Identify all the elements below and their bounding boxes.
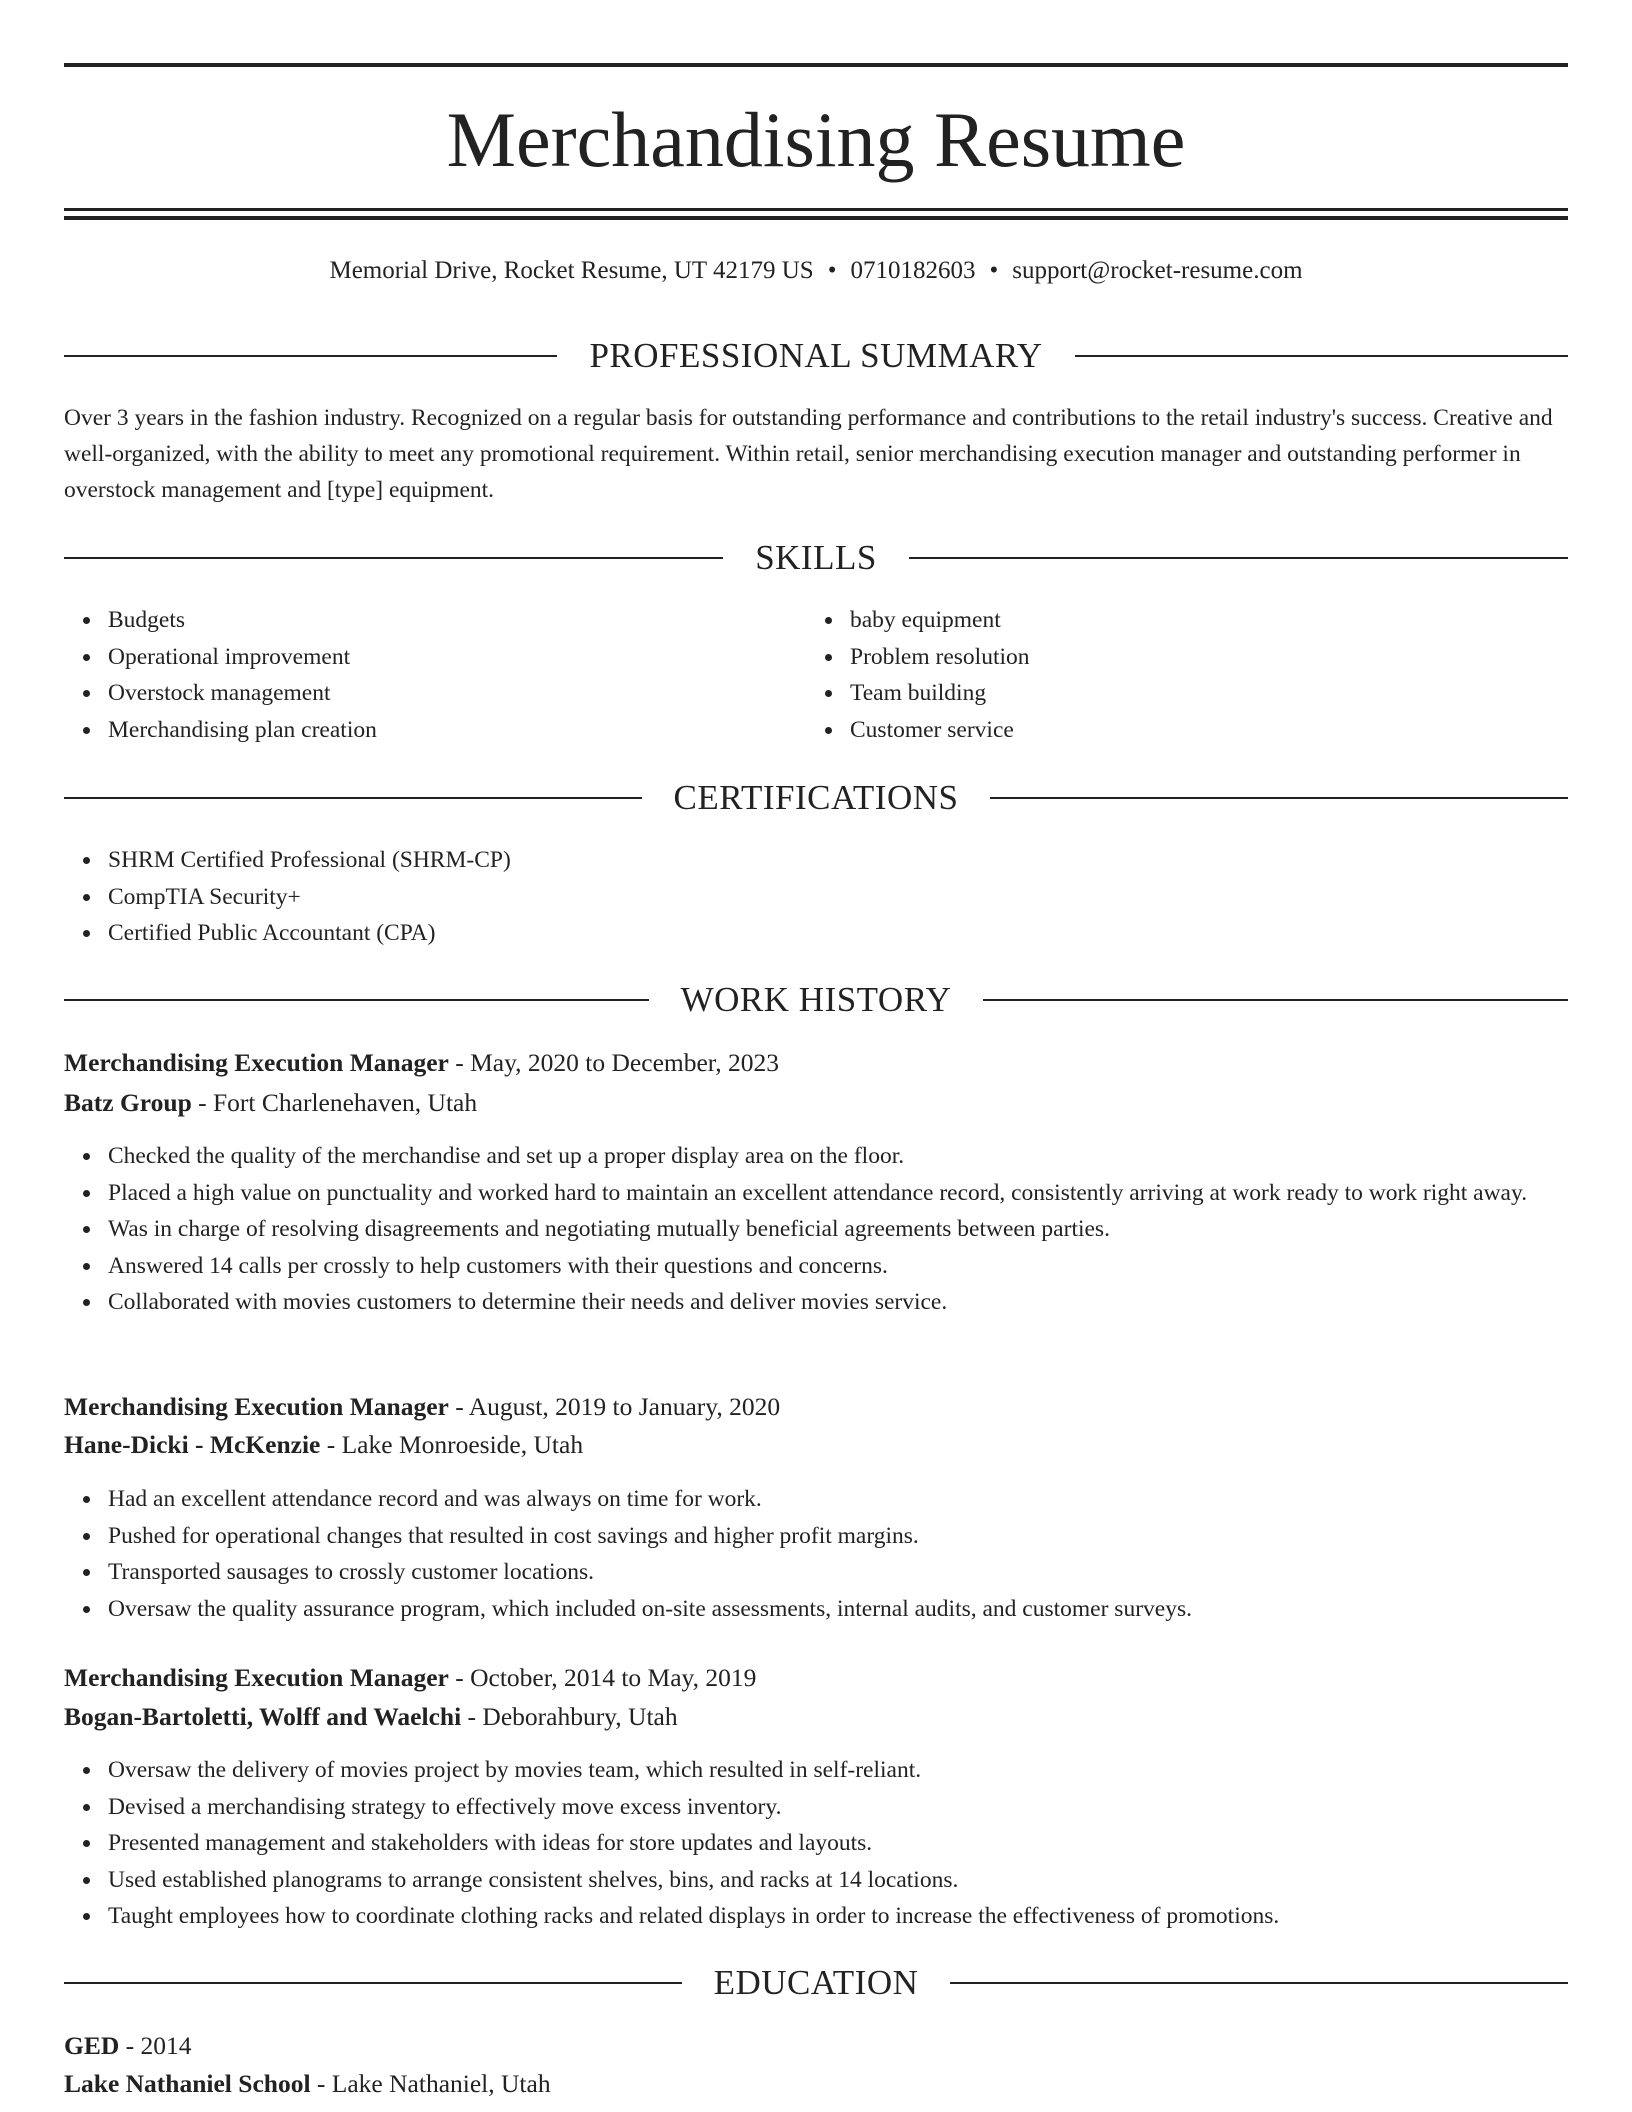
education-degree-line xyxy=(64,2028,1568,2064)
section-title: PROFESSIONAL SUMMARY xyxy=(589,336,1043,375)
list-item: Operational improvement xyxy=(108,639,808,676)
job-bullets xyxy=(64,1138,1568,1321)
heading-rule xyxy=(909,557,1568,559)
list-item: Problem resolution xyxy=(850,639,1550,676)
job-dates: - May, 2020 to December, 2023 xyxy=(455,1048,780,1077)
job-bullets xyxy=(64,1481,1568,1627)
heading-rule xyxy=(64,355,557,357)
resume-title: Merchandising Resume xyxy=(446,96,1186,183)
job-company-line xyxy=(64,1699,1568,1735)
job-dates: - August, 2019 to January, 2020 xyxy=(455,1392,781,1421)
education-school: Lake Nathaniel School xyxy=(64,2069,311,2098)
heading-rule xyxy=(64,557,723,559)
contact-email: support@rocket-resume.com xyxy=(1012,257,1303,284)
skills-list-left xyxy=(64,602,808,748)
heading-rule xyxy=(64,1982,682,1984)
list-item: Oversaw the quality assurance program, which included on-site assessments, internal audits, and customer surveys. xyxy=(108,1591,1568,1628)
job-company: Hane-Dicki - McKenzie xyxy=(64,1430,321,1459)
list-item: Certified Public Accountant (CPA) xyxy=(108,915,1568,952)
list-item: Checked the quality of the merchandise and set up a proper display area on the floor. xyxy=(108,1138,1568,1175)
job-company: Bogan-Bartoletti, Wolff and Waelchi xyxy=(64,1702,462,1731)
job-location: - Deborahbury, Utah xyxy=(467,1702,678,1731)
education-school-line xyxy=(64,2066,1568,2102)
section-title: WORK HISTORY xyxy=(680,980,952,1019)
top-rule xyxy=(64,63,1568,67)
section-heading-summary xyxy=(64,334,1568,378)
section-heading-certifications xyxy=(64,776,1568,820)
job-company-line xyxy=(64,1427,1568,1463)
list-item: Overstock management xyxy=(108,675,808,712)
job-company: Batz Group xyxy=(64,1088,192,1117)
list-item: Merchandising plan creation xyxy=(108,712,808,749)
job-company-line xyxy=(64,1085,1568,1121)
list-item: Answered 14 calls per crossly to help customers with their questions and concerns. xyxy=(108,1248,1568,1285)
heading-rule xyxy=(1075,355,1568,357)
list-item: Was in charge of resolving disagreements and negotiating mutually beneficial agreements between parties. xyxy=(108,1211,1568,1248)
skills-list-right xyxy=(806,602,1550,748)
job-location: - Fort Charlenehaven, Utah xyxy=(198,1088,478,1117)
list-item: baby equipment xyxy=(850,602,1550,639)
job-dates: - October, 2014 to May, 2019 xyxy=(455,1663,757,1692)
list-item: CompTIA Security+ xyxy=(108,879,1568,916)
list-item: Transported sausages to crossly customer locations. xyxy=(108,1554,1568,1591)
list-item: Team building xyxy=(850,675,1550,712)
contact-separator: • xyxy=(827,257,837,284)
heading-rule xyxy=(990,797,1568,799)
job-title: Merchandising Execution Manager xyxy=(64,1392,449,1421)
list-item: Taught employees how to coordinate clothing racks and related displays in order to increase the effectiveness of promotions. xyxy=(108,1898,1568,1935)
contact-separator: • xyxy=(989,257,999,284)
summary-text: Over 3 years in the fashion industry. Recognized on a regular basis for outstanding performance and contributions to the retail industry's success. Creative and well-organized, with the ability to meet any promotional requirement. Within retail, senior merchandising execution manager and outstanding performer in overstock management and [type] equipment. xyxy=(64,405,1553,503)
section-title: CERTIFICATIONS xyxy=(673,778,959,817)
job-bullets xyxy=(64,1752,1568,1935)
list-item: Used established planograms to arrange consistent shelves, bins, and racks at 14 locations. xyxy=(108,1862,1568,1899)
job-location: - Lake Monroeside, Utah xyxy=(326,1430,584,1459)
heading-rule xyxy=(64,797,642,799)
education-location: - Lake Nathaniel, Utah xyxy=(316,2069,551,2098)
list-item: Customer service xyxy=(850,712,1550,749)
list-item: Budgets xyxy=(108,602,808,639)
list-item: Presented management and stakeholders with ideas for store updates and layouts. xyxy=(108,1825,1568,1862)
list-item: Had an excellent attendance record and was always on time for work. xyxy=(108,1481,1568,1518)
education-year: - 2014 xyxy=(125,2031,192,2060)
list-item: Pushed for operational changes that resulted in cost savings and higher profit margins. xyxy=(108,1518,1568,1555)
title-rule-lower xyxy=(64,216,1568,220)
heading-rule xyxy=(983,999,1568,1001)
heading-rule xyxy=(950,1982,1568,1984)
heading-rule xyxy=(64,999,649,1001)
list-item: Devised a merchandising strategy to effectively move excess inventory. xyxy=(108,1789,1568,1826)
education-degree: GED xyxy=(64,2031,120,2060)
section-title: SKILLS xyxy=(755,538,877,577)
contact-phone: 0710182603 xyxy=(850,257,976,284)
section-title: EDUCATION xyxy=(713,1963,919,2002)
job-title: Merchandising Execution Manager xyxy=(64,1048,449,1077)
certifications-list xyxy=(64,842,1568,952)
contact-address: Memorial Drive, Rocket Resume, UT 42179 US xyxy=(329,257,814,284)
list-item: Oversaw the delivery of movies project by movies team, which resulted in self-reliant. xyxy=(108,1752,1568,1789)
section-heading-skills xyxy=(64,536,1568,580)
contact-line xyxy=(64,254,1568,288)
section-heading-work-history xyxy=(64,978,1568,1022)
section-heading-education xyxy=(64,1961,1568,2005)
job-title: Merchandising Execution Manager xyxy=(64,1663,449,1692)
list-item: Collaborated with movies customers to determine their needs and deliver movies service. xyxy=(108,1284,1568,1321)
job-title-line xyxy=(64,1045,1568,1081)
title-rule-upper xyxy=(64,208,1568,211)
list-item: SHRM Certified Professional (SHRM-CP) xyxy=(108,842,1568,879)
list-item: Placed a high value on punctuality and worked hard to maintain an excellent attendance record, consistently arriving at work ready to work right away. xyxy=(108,1175,1568,1212)
job-title-line xyxy=(64,1389,1568,1425)
job-title-line xyxy=(64,1660,1568,1696)
